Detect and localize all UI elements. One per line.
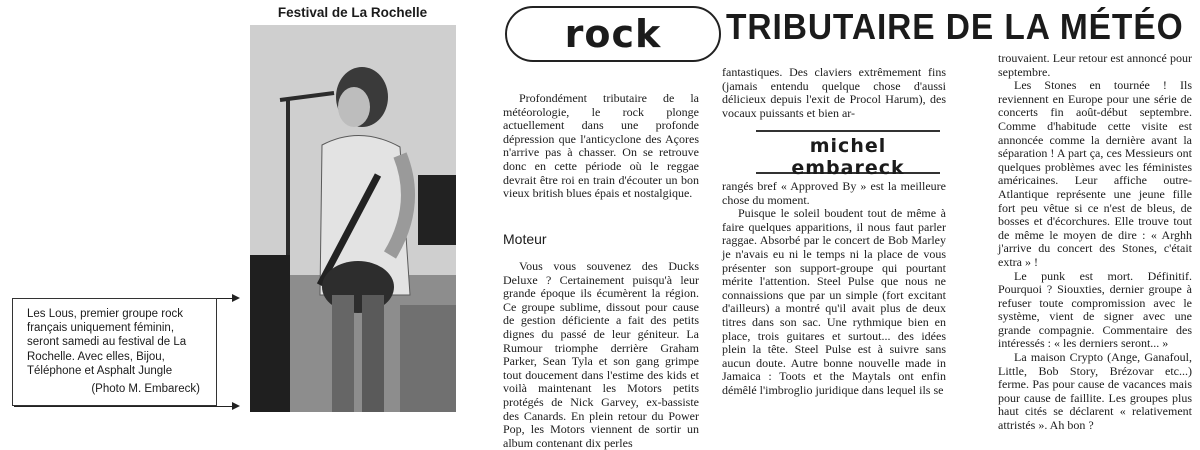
paragraph-punk: Le punk est mort. Définitif. Pourquoi ? Siouxties, dernier groupe à refuser toute compromission avec le système, vient de signer avec une grande compagnie. Commentaire des intéressés : « les derniers seront... » bbox=[998, 268, 1192, 351]
concert-photo bbox=[250, 25, 456, 412]
paragraph-stones: Les Stones en tournée ! Ils reviennent en Europe pour une série de concerts fin août-début septembre. Comme d'habitude cette visite est annoncée comme la dernière avant la séparation ! A part ça, ces Messieurs ont quelques problèmes avec les féministes américaines. Leur affiche outre-Atlantique représente une jeune fille fort peu vêtue si ce n'est de bleus, de bosses et d'écorchures. Elle trouve tout de même le moyen de dire : « Arghh j'arrive du concert des Stones, c'était extra » ! bbox=[998, 78, 1192, 269]
photo-title: Festival de La Rochelle bbox=[277, 5, 428, 20]
column-1-body bbox=[503, 260, 699, 450]
column-1-intro bbox=[503, 92, 699, 201]
column-2-body bbox=[722, 180, 946, 398]
paragraph-toots-continued: trouvaient. Leur retour est annoncé pour septembre. bbox=[998, 51, 1192, 79]
paragraph-steel-pulse: Puisque le soleil boudent tout de même à faire quelques apparitions, il nous faut parler raggae. Absorbé par le concert de Bob Marley je n'avais eu ni le temps ni la place de vous présenter son support-groupe qui pourtant mérite l'attention. Steel Pulse que nous ne connaissions que par un simple (fort excitant d'ailleurs) a montré qu'il avait plus de deux titres dans son sac. Une rythmique bien en place, trois guitares et surtout... des idées plein la tête. Steel Pulse est à suivre sans aucun doute. Autre bonne nouvelle made in Jamaica : Toots et the Maytals ont enfin démêlé l'imbroglio juridique dans lequel ils se bbox=[722, 206, 946, 397]
caption-arrow-bottom-icon bbox=[232, 402, 240, 410]
paragraph-approved-by: rangés bref « Approved By » est la meilleure chose du moment. bbox=[722, 179, 946, 207]
column-3 bbox=[998, 52, 1192, 433]
intro-paragraph: Profondément tributaire de la météorologie, le rock plonge actuellement dans une profonde dépression que l'anticyclone des Açores n'arrive pas à chasser. On se retrouve donc en cette période où le reggae devrait être roi en train d'écouter un bon vieux british blues épais et nostalgique. bbox=[503, 91, 699, 201]
guitarist-illustration bbox=[250, 25, 456, 412]
photo-credit: (Photo M. Embareck) bbox=[91, 383, 200, 396]
headline: TRIBUTAIRE DE LA MÉTÉO bbox=[726, 6, 1184, 47]
paragraph-ducks-deluxe: Vous vous souvenez des Ducks Deluxe ? Certainement puisqu'à leur grande époque ils écumèrent la région. Ce groupe sublime, dissout pour cause de gestion déficiente a fait des petits dignes du passé de leur géniteur. La Rumour triomphe derrière Graham Parker, Sean Tyla et son gang grimpe tout doucement dans l'estime des kids et voilà maintenant les Motors petits protégés de Nick Garvey, ex-bassiste des Canards. En plein retour du Power Pop, les Motors viennent de sortir un album contenant dix perles bbox=[503, 259, 699, 450]
subhead: Moteur bbox=[503, 231, 547, 247]
paragraph-motors-continued: fantastiques. Des claviers extrêmement fins (jamais entendu quelque chose d'aussi délicieux depuis l'exit de Procol Harum), des vocaux puissants et bien ar- bbox=[722, 65, 946, 120]
paragraph-crypto: La maison Crypto (Ange, Ganafoul, Little, Bob Story, Brézovar etc...) ferme. Pas pour cause de vacances mais pour cause de faillite. Les groupes plus haut cités se déclarent « relativement attristés ». Ah bon ? bbox=[998, 350, 1192, 433]
caption-arrow-bottom-line bbox=[14, 406, 234, 407]
section-label: rock bbox=[505, 6, 721, 62]
photo-caption-text: Les Lous, premier groupe rock français uniquement féminin, seront samedi au festival de La Rochelle. Avec elles, Bijou, Téléphone et Asphalt Jungle bbox=[27, 308, 187, 377]
caption-arrow-top-icon bbox=[232, 294, 240, 302]
byline: michel embareck bbox=[791, 135, 905, 179]
column-2-top bbox=[722, 66, 946, 120]
photo-caption bbox=[12, 298, 217, 406]
